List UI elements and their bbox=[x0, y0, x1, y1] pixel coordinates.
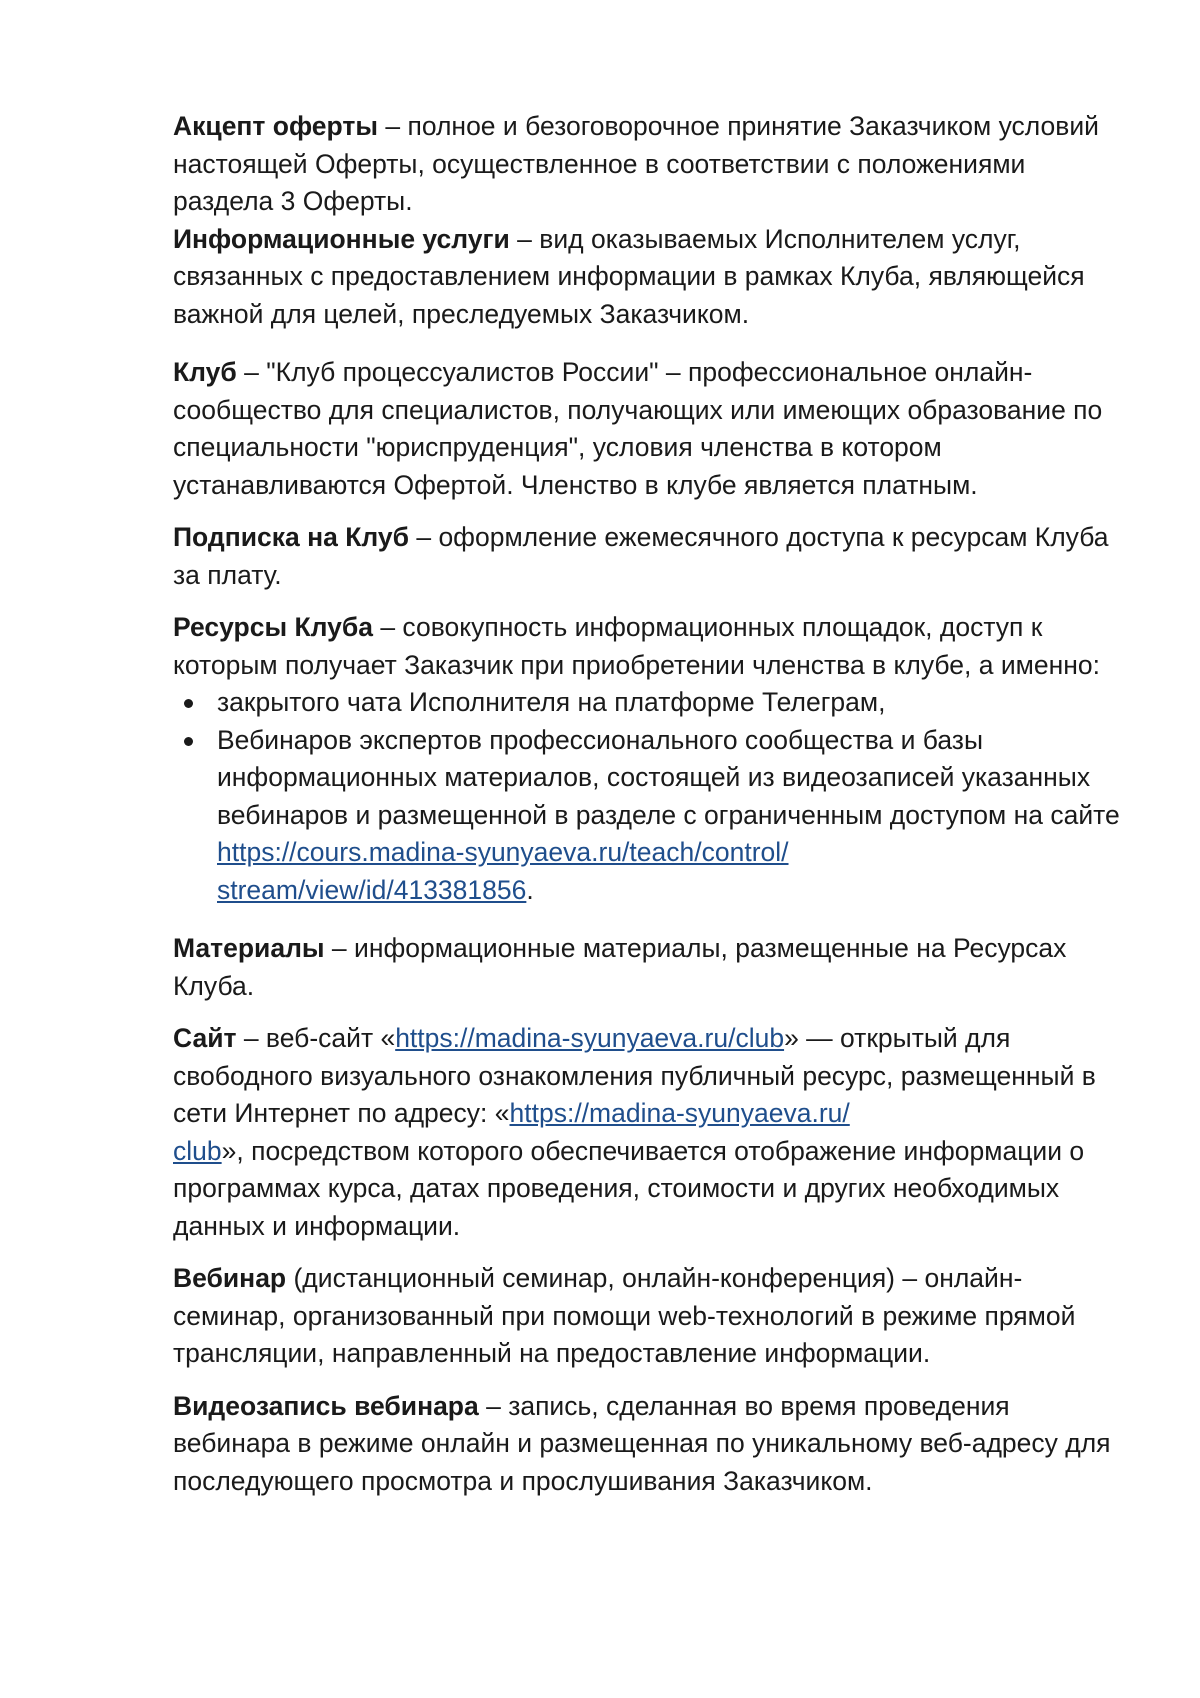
definition-text: », посредством которого обеспечивается отображение информации о программах курса, датах проведения, стоимости и других необходимых данных и информации. bbox=[173, 1135, 1085, 1241]
definition-club-resources bbox=[173, 609, 1123, 909]
term: Материалы bbox=[173, 933, 325, 963]
list-item bbox=[173, 684, 1123, 722]
definition-club bbox=[173, 354, 1123, 504]
definition-text: – совокупность информационных площадок, доступ к которым получает Заказчик при приобретении членства в клубе, а именно: bbox=[173, 612, 1100, 680]
definition-text: – оформление ежемесячного доступа к ресурсам Клуба за плату. bbox=[173, 522, 1109, 590]
link-text: club bbox=[173, 1135, 222, 1166]
list-item bbox=[173, 722, 1123, 910]
term: Ресурсы Клуба bbox=[173, 612, 373, 642]
definition-webinar-recording bbox=[173, 1388, 1123, 1501]
term: Клуб bbox=[173, 357, 237, 387]
definition-site bbox=[173, 1020, 1123, 1245]
definition-information-services bbox=[173, 221, 1123, 334]
definition-webinar bbox=[173, 1260, 1123, 1373]
bullet-icon bbox=[184, 699, 193, 708]
resources-list bbox=[173, 684, 1123, 909]
term: Вебинар bbox=[173, 1263, 287, 1293]
definition-text: – запись, сделанная во время проведения вебинара в режиме онлайн и размещенная по уникальному веб-адресу для последующего просмотра и прослушивания Заказчиком. bbox=[173, 1390, 1111, 1496]
link-text: https://cours.madina-syunyaeva.ru/teach/control/ bbox=[217, 837, 789, 867]
term: Подписка на Клуб bbox=[173, 522, 409, 552]
list-item-text: закрытого чата Исполнителя на платформе Телеграм, bbox=[217, 687, 886, 717]
document-page bbox=[173, 108, 1123, 1500]
definition-text: » — открытый для свободного визуального ознакомления публичный ресурс, размещенный в сети Интернет по адресу: « bbox=[173, 1023, 1096, 1128]
definition-text: (дистанционный семинар, онлайн-конференция) – онлайн-семинар, организованный при помощи web-технологий в режиме прямой трансляции, направленный на предоставление информации. bbox=[173, 1263, 1076, 1368]
webinar-stream-link[interactable] bbox=[217, 837, 789, 905]
term: Видеозапись вебинара bbox=[173, 1390, 479, 1421]
bullet-icon bbox=[184, 737, 193, 746]
definition-text: – "Клуб процессуалистов России" – профессиональное онлайн-сообщество для специалистов, получающих или имеющих образование по специальности "юриспруденция", условия членства в котором устанавливаются Офертой. Членство в клубе является платным. bbox=[173, 357, 1103, 500]
definition-club-subscription bbox=[173, 519, 1123, 594]
definition-text: – информационные материалы, размещенные на Ресурсах Клуба. bbox=[173, 933, 1067, 1001]
term: Информационные услуги bbox=[173, 223, 510, 254]
list-item-text: Вебинаров экспертов профессионального сообщества и базы информационных материалов, состоящей из видеозаписей указанных вебинаров и размещенной в разделе с ограниченным доступом на сайте bbox=[217, 724, 1120, 830]
list-item-text: . bbox=[526, 874, 534, 905]
link-text: https://madina-syunyaeva.ru/ bbox=[509, 1098, 850, 1128]
definition-acceptance bbox=[173, 108, 1123, 221]
link-text: stream/view/id/413381856 bbox=[217, 874, 527, 905]
definition-text: – вид оказываемых Исполнителем услуг, связанных с предоставлением информации в рамках Клуба, являющейся важной для целей, преследуемых Заказчиком. bbox=[173, 223, 1085, 329]
club-site-link[interactable]: https://madina-syunyaeva.ru/club bbox=[395, 1023, 785, 1053]
definition-materials bbox=[173, 930, 1123, 1005]
definition-text: – веб-сайт « bbox=[236, 1023, 396, 1053]
term: Акцепт оферты bbox=[173, 111, 378, 141]
definition-paragraph bbox=[173, 609, 1123, 684]
term: Сайт bbox=[173, 1023, 237, 1053]
definition-text: – полное и безоговорочное принятие Заказчиком условий настоящей Оферты, осуществленное в соответствии с положениями раздела 3 Оферты. bbox=[173, 111, 1099, 216]
